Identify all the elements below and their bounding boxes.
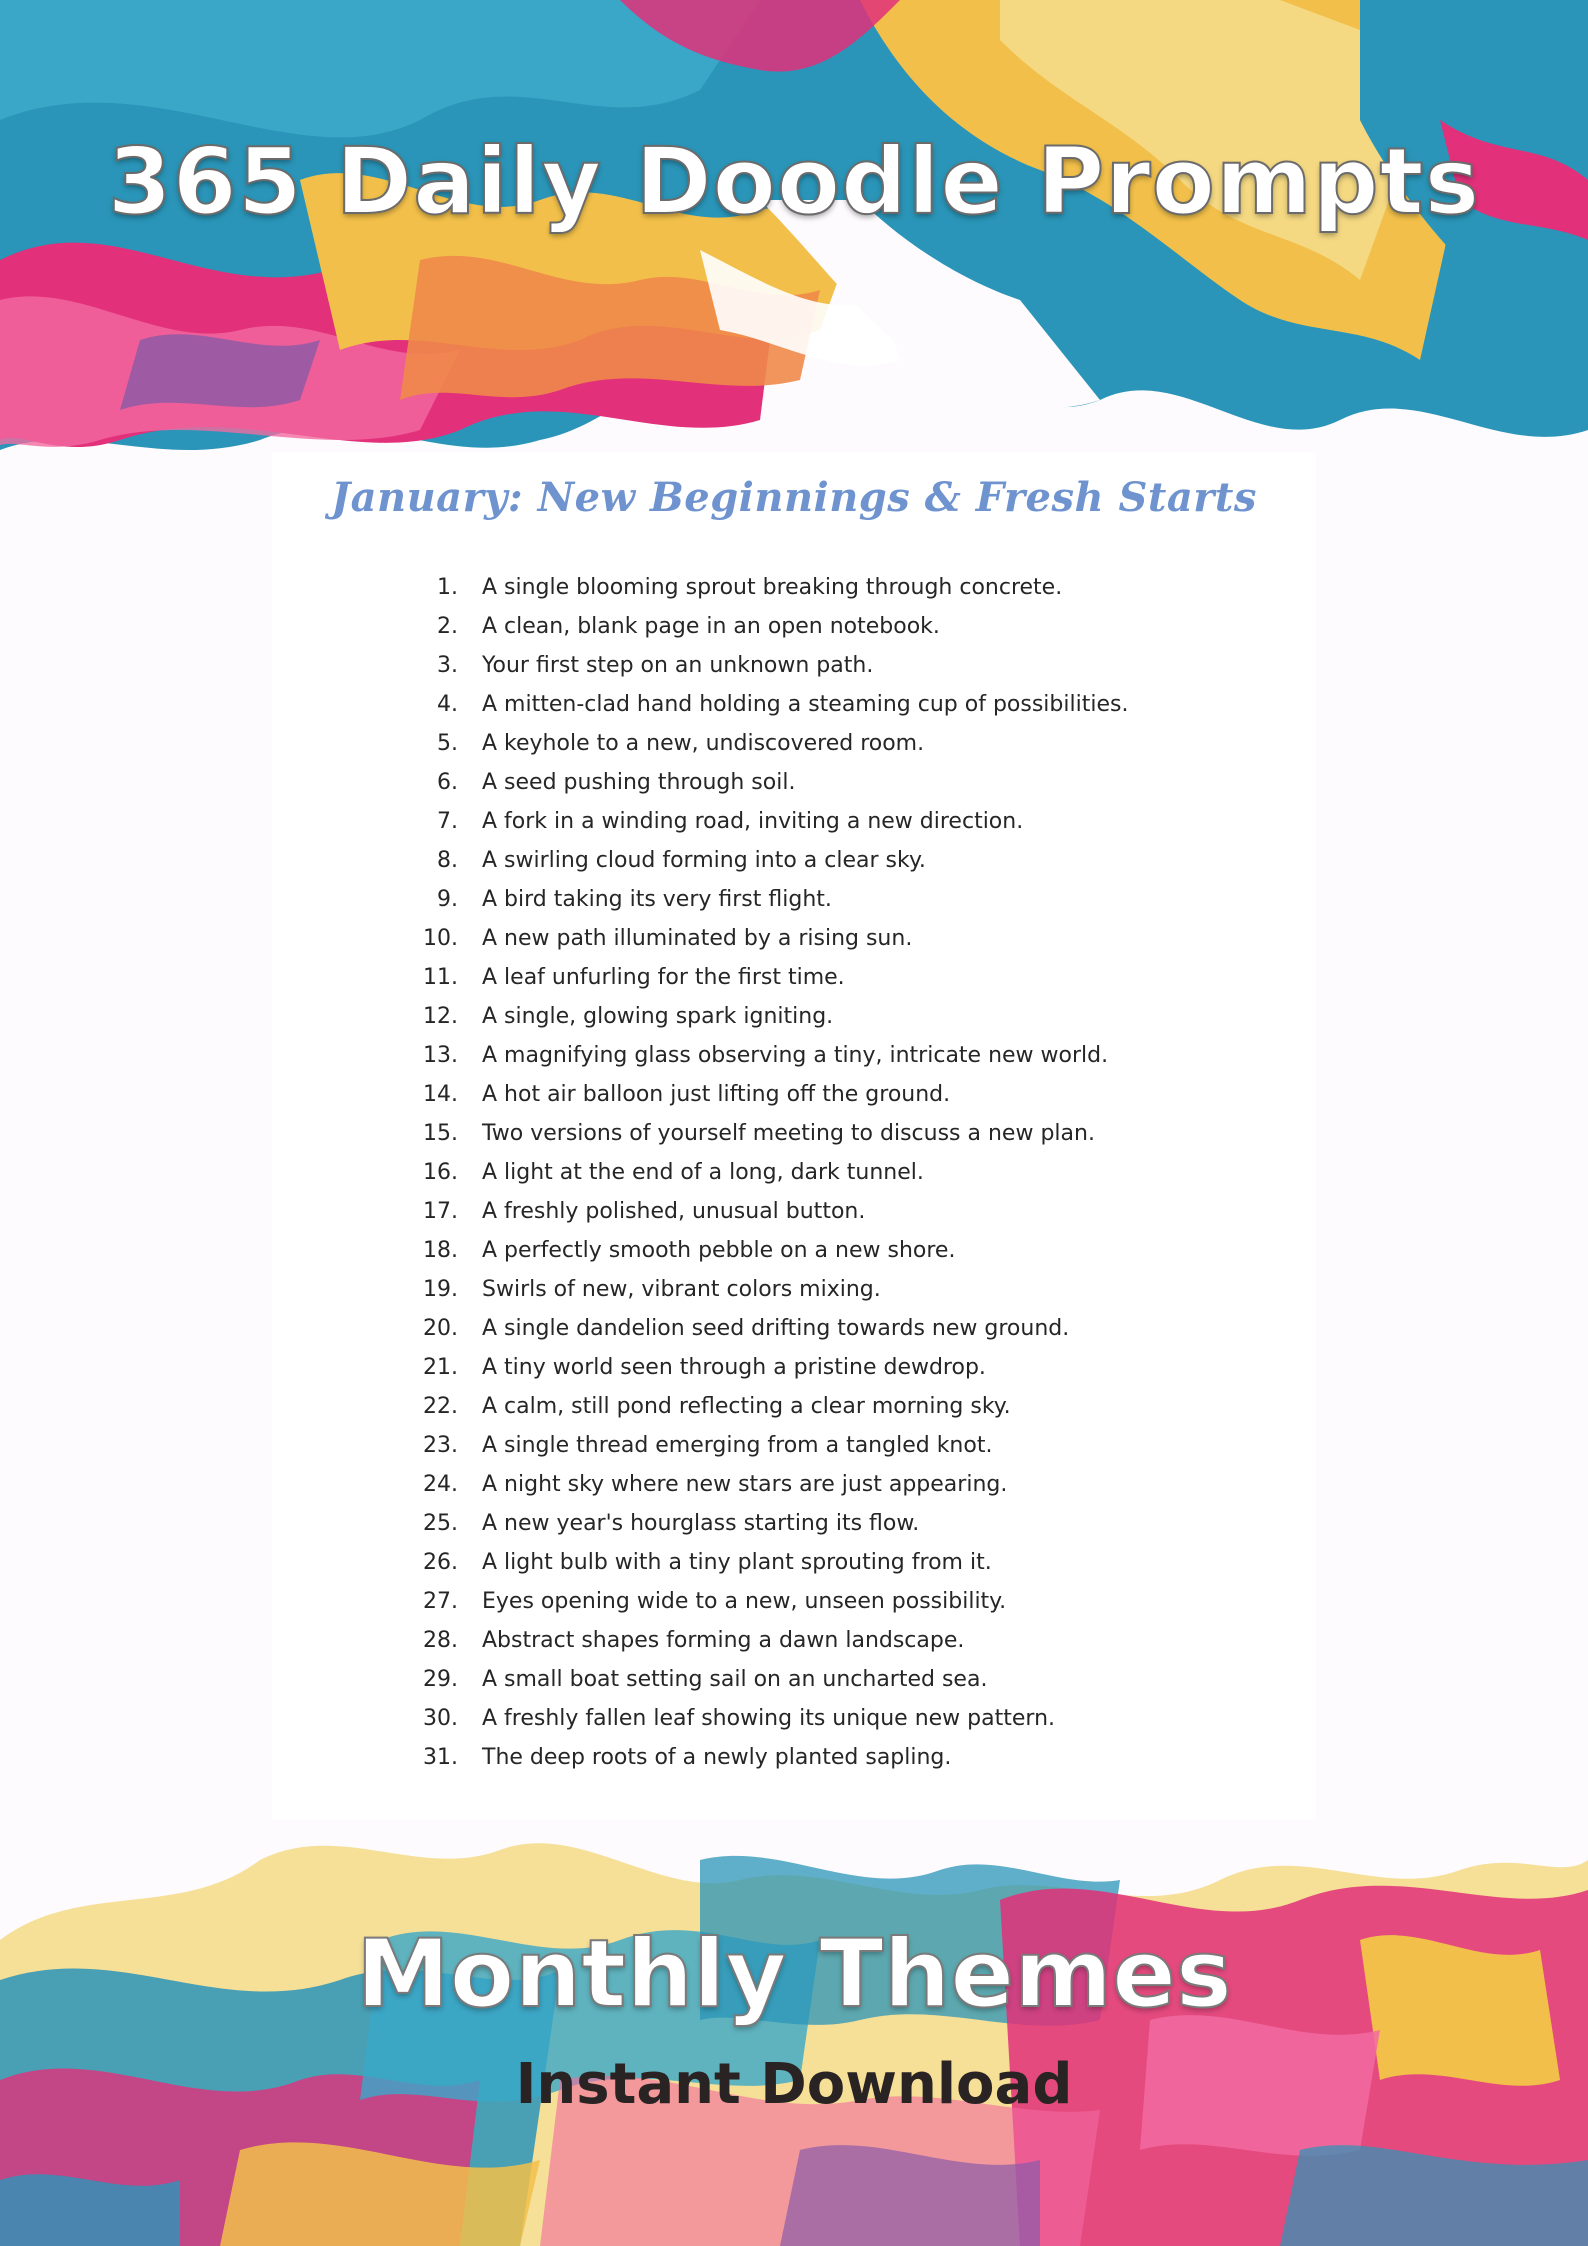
- list-item: [272, 997, 1128, 1036]
- prompt-number: 30.: [423, 1706, 458, 1731]
- list-item: [272, 685, 1128, 724]
- list-item: [272, 841, 1128, 880]
- prompt-text: A freshly polished, unusual button.: [482, 1199, 866, 1224]
- prompt-number: 1.: [437, 575, 458, 600]
- list-item: [272, 1075, 1128, 1114]
- list-item: [272, 1543, 1128, 1582]
- list-item: [272, 958, 1128, 997]
- prompt-text: A swirling cloud forming into a clear sky.: [482, 848, 926, 873]
- prompt-text: A mitten-clad hand holding a steaming cup of possibilities.: [482, 692, 1129, 717]
- prompt-text: A single thread emerging from a tangled knot.: [482, 1433, 993, 1458]
- prompt-number: 14.: [423, 1082, 458, 1107]
- prompt-text: A freshly fallen leaf showing its unique new pattern.: [482, 1706, 1055, 1731]
- list-item: [272, 646, 1128, 685]
- list-item: [272, 802, 1128, 841]
- prompt-number: 31.: [423, 1745, 458, 1770]
- prompt-number: 3.: [437, 653, 458, 678]
- list-item: [272, 1738, 1128, 1777]
- top-paint-banner: [0, 0, 1588, 480]
- brush-strokes-bottom: [0, 1820, 1588, 2246]
- prompt-text: A leaf unfurling for the first time.: [482, 965, 845, 990]
- prompt-text: A magnifying glass observing a tiny, intricate new world.: [482, 1043, 1109, 1068]
- prompt-number: 13.: [423, 1043, 458, 1068]
- list-item: [272, 1465, 1128, 1504]
- prompt-number: 25.: [423, 1511, 458, 1536]
- prompt-number: 28.: [423, 1628, 458, 1653]
- prompt-number: 20.: [423, 1316, 458, 1341]
- prompt-text: A hot air balloon just lifting off the ground.: [482, 1082, 951, 1107]
- list-item: [272, 1426, 1128, 1465]
- list-item: [272, 1621, 1128, 1660]
- prompt-number: 15.: [423, 1121, 458, 1146]
- prompt-number: 23.: [423, 1433, 458, 1458]
- list-item: [272, 880, 1128, 919]
- prompt-text: A single, glowing spark igniting.: [482, 1004, 834, 1029]
- prompt-text: A tiny world seen through a pristine dewdrop.: [482, 1355, 986, 1380]
- prompt-number: 6.: [437, 770, 458, 795]
- list-item: [272, 724, 1128, 763]
- list-item: [272, 1192, 1128, 1231]
- bottom-paint-banner: [0, 1820, 1588, 2246]
- list-item: [272, 763, 1128, 802]
- prompt-text: A clean, blank page in an open notebook.: [482, 614, 940, 639]
- list-item: [272, 568, 1128, 607]
- list-item: [272, 1582, 1128, 1621]
- prompt-text: A bird taking its very first flight.: [482, 887, 832, 912]
- prompt-text: A seed pushing through soil.: [482, 770, 796, 795]
- list-item: [272, 1309, 1128, 1348]
- monthly-themes-title: Monthly Themes: [356, 1920, 1232, 2029]
- prompt-text: A single dandelion seed drifting towards new ground.: [482, 1316, 1070, 1341]
- prompt-list: [272, 568, 1128, 1777]
- list-item: [272, 919, 1128, 958]
- prompt-number: 9.: [437, 887, 458, 912]
- list-item: [272, 1231, 1128, 1270]
- prompt-text: A new path illuminated by a rising sun.: [482, 926, 913, 951]
- prompt-text: Eyes opening wide to a new, unseen possibility.: [482, 1589, 1007, 1614]
- list-item: [272, 1699, 1128, 1738]
- list-item: [272, 1660, 1128, 1699]
- prompt-number: 21.: [423, 1355, 458, 1380]
- list-item: [272, 1270, 1128, 1309]
- prompt-number: 24.: [423, 1472, 458, 1497]
- prompt-number: 16.: [423, 1160, 458, 1185]
- prompt-number: 22.: [423, 1394, 458, 1419]
- prompt-text: Your first step on an unknown path.: [482, 653, 874, 678]
- prompt-number: 8.: [437, 848, 458, 873]
- prompt-text: A fork in a winding road, inviting a new direction.: [482, 809, 1024, 834]
- month-heading: January: New Beginnings & Fresh Starts: [331, 474, 1257, 521]
- prompt-number: 17.: [423, 1199, 458, 1224]
- prompt-number: 10.: [423, 926, 458, 951]
- list-item: [272, 1036, 1128, 1075]
- prompt-text: A perfectly smooth pebble on a new shore.: [482, 1238, 956, 1263]
- instant-download-label: Instant Download: [515, 2052, 1073, 2117]
- prompt-text: Two versions of yourself meeting to discuss a new plan.: [482, 1121, 1095, 1146]
- prompt-text: A light bulb with a tiny plant sprouting from it.: [482, 1550, 992, 1575]
- prompt-text: A new year's hourglass starting its flow.: [482, 1511, 920, 1536]
- main-title: 365 Daily Doodle Prompts: [107, 128, 1481, 235]
- prompt-text: A night sky where new stars are just appearing.: [482, 1472, 1008, 1497]
- prompt-text: A small boat setting sail on an uncharted sea.: [482, 1667, 988, 1692]
- list-item: [272, 1348, 1128, 1387]
- prompt-number: 19.: [423, 1277, 458, 1302]
- list-item: [272, 1504, 1128, 1543]
- prompt-number: 29.: [423, 1667, 458, 1692]
- prompt-text: A single blooming sprout breaking through concrete.: [482, 575, 1063, 600]
- prompt-text: Swirls of new, vibrant colors mixing.: [482, 1277, 881, 1302]
- prompt-number: 4.: [437, 692, 458, 717]
- prompt-text: The deep roots of a newly planted sapling.: [482, 1745, 952, 1770]
- prompt-number: 7.: [437, 809, 458, 834]
- prompt-text: A light at the end of a long, dark tunnel.: [482, 1160, 924, 1185]
- list-item: [272, 1153, 1128, 1192]
- prompt-number: 2.: [437, 614, 458, 639]
- prompt-sheet: [272, 452, 1316, 1824]
- list-item: [272, 1114, 1128, 1153]
- list-item: [272, 607, 1128, 646]
- list-item: [272, 1387, 1128, 1426]
- prompt-text: A keyhole to a new, undiscovered room.: [482, 731, 925, 756]
- prompt-number: 27.: [423, 1589, 458, 1614]
- brush-strokes-top: [0, 0, 1588, 480]
- prompt-text: Abstract shapes forming a dawn landscape.: [482, 1628, 965, 1653]
- prompt-number: 18.: [423, 1238, 458, 1263]
- prompt-number: 11.: [423, 965, 458, 990]
- prompt-number: 12.: [423, 1004, 458, 1029]
- prompt-text: A calm, still pond reflecting a clear morning sky.: [482, 1394, 1011, 1419]
- prompt-number: 26.: [423, 1550, 458, 1575]
- prompt-number: 5.: [437, 731, 458, 756]
